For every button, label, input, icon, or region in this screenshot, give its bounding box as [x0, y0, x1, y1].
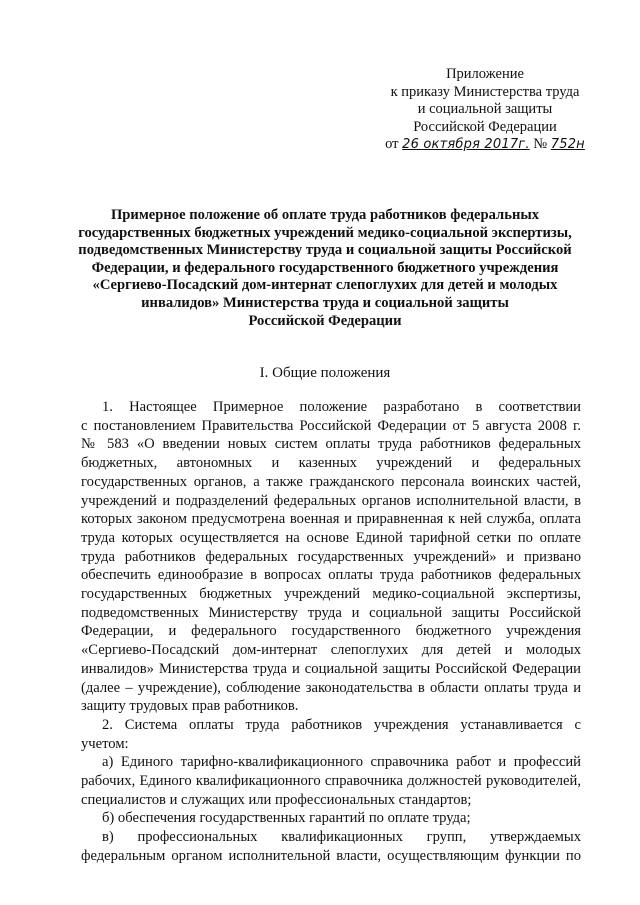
body-text	[81, 398, 581, 866]
body-line: учреждений и подразделений федеральных органов исполнительной власти, в	[81, 492, 581, 509]
body-line: в) профессиональных квалификационных групп, утверждаемых	[102, 829, 581, 846]
title-line: Российской Федерации	[248, 312, 402, 329]
body-line: (далее – учреждение), соблюдение законодательства в области оплаты труда и	[81, 679, 581, 696]
title-line: «Сергиево-Посадский дом-интернат слепоглухих для детей и молодых	[92, 277, 558, 294]
body-line: учетом:	[81, 735, 129, 752]
body-line: подведомственных Министерству труда и социальной защиты Российской	[81, 604, 581, 621]
appendix-line: Приложение	[446, 66, 524, 82]
appendix-line: и социальной защиты	[417, 101, 553, 117]
body-line: труда которых осуществляется на основе Единой тарифной сетки по оплате	[81, 529, 581, 546]
title-line: Федерации, и федерального государственного бюджетного учреждения	[91, 259, 559, 276]
body-line: федеральным органом исполнительной власти, осуществляющим функции по	[81, 847, 581, 864]
body-line: бюджетных, автономных и казенных учреждений и федеральных	[81, 455, 581, 472]
body-line: труда работников федеральных государственных учреждений» и призвано	[81, 548, 581, 565]
body-line: 1. Настоящее Примерное положение разработано в соответствии	[102, 399, 581, 415]
section-heading: I. Общие положения	[259, 365, 391, 381]
title-line: инвалидов» Министерства труда и социальной защиты	[141, 294, 509, 311]
appendix-line: к приказу Министерства труда	[390, 83, 580, 100]
document-title	[70, 207, 580, 330]
handwritten-number: 752н	[550, 137, 585, 152]
date-prefix: от	[385, 136, 399, 152]
body-line: защиту трудовых прав работников.	[81, 698, 299, 715]
title-line: Примерное положение об оплате труда работников федеральных	[110, 207, 540, 223]
title-line: государственных бюджетных учреждений медико-социальной экспертизы,	[78, 224, 572, 241]
title-line: подведомственных Министерству труда и социальной защиты Российской	[78, 242, 572, 259]
body-line: Федерации, и федерального государственного бюджетного учреждения	[81, 623, 581, 640]
body-line: государственных бюджетных учреждений медико-социальной экспертизы,	[81, 586, 581, 603]
appendix-block	[360, 66, 610, 154]
body-line: обеспечить единообразие в вопросах оплаты труда работников федеральных	[81, 567, 581, 584]
body-line: государственных органов, а также гражданского персонала воинских частей,	[81, 473, 581, 490]
body-line: а) Единого тарифно-квалификационного справочника работ и профессий	[102, 754, 581, 771]
number-sign: №	[533, 136, 548, 152]
appendix-line: Российской Федерации	[413, 118, 557, 135]
handwritten-date: 26 октября 2017г.	[402, 137, 530, 152]
body-line: специалистов и служащих или профессиональных стандартов;	[81, 791, 472, 808]
body-line: рабочих, Единого квалификационного справочника должностей руководителей,	[81, 773, 581, 790]
body-line: «Сергиево-Посадский дом-интернат слепоглухих для детей и молодых	[81, 642, 581, 659]
body-line: которых законом предусмотрена военная и приравненная к ней служба, оплата	[81, 511, 581, 528]
appendix-date-line	[360, 136, 610, 154]
body-line: б) обеспечения государственных гарантий по оплате труда;	[102, 810, 471, 827]
body-line: № 583 «О введении новых систем оплаты труда работников федеральных	[81, 436, 581, 453]
body-line: 2. Система оплаты труда работников учреждения устанавливается с	[102, 716, 581, 733]
body-line: с постановлением Правительства Российской Федерации от 5 августа 2008 г.	[81, 417, 581, 434]
body-line: инвалидов» Министерства труда и социальной защиты Российской Федерации	[81, 660, 581, 677]
